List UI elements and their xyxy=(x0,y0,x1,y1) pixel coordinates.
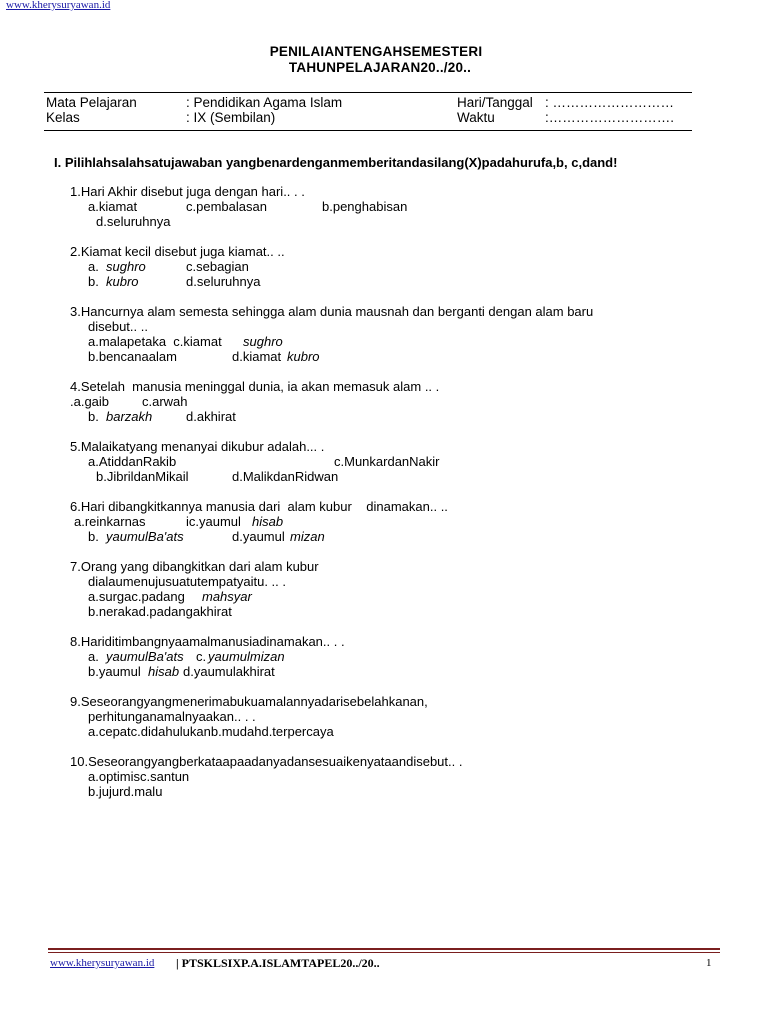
answer-option-text: mahsyar xyxy=(202,589,252,604)
answer-option-text: dialaumenujusuatutempatyaitu. .. . xyxy=(88,574,287,589)
answer-option-text: kubro xyxy=(106,274,139,289)
answer-option-text: b. xyxy=(88,274,103,289)
footer-rule xyxy=(48,948,720,950)
footer-document-code: | PTSKLSIXP.A.ISLAMTAPEL20../20.. xyxy=(176,956,380,970)
answer-option-text: mizan xyxy=(290,529,325,544)
answer-options-line xyxy=(0,604,768,619)
time-value: :………………………. xyxy=(545,110,675,125)
answer-option-text: c.arwah xyxy=(142,394,188,409)
answer-option-text: kubro xyxy=(287,349,320,364)
answer-options-line xyxy=(0,334,768,349)
question-text-segment: 8.Hariditimbangnyaamalmanusiadinamakan.. . . xyxy=(70,634,345,649)
question-text xyxy=(0,499,768,514)
answer-options-line xyxy=(0,274,768,289)
answer-option-text: b.yaumul xyxy=(88,664,141,679)
answer-option-text: d.MalikdanRidwan xyxy=(232,469,339,484)
answer-option-text: b. xyxy=(88,529,103,544)
answer-option-text: perhitunganamalnyaakan.. . . xyxy=(88,709,256,724)
answer-options-line xyxy=(0,319,768,334)
answer-option-text: hisab xyxy=(148,664,180,679)
answer-option-text: yaumulmizan xyxy=(208,649,285,664)
header-website-link[interactable]: www.kherysuryawan.id xyxy=(6,0,111,11)
answer-option-text: yaumulBa'ats xyxy=(106,649,184,664)
answer-options-line xyxy=(0,349,768,364)
date-label: Hari/Tanggal xyxy=(457,95,533,110)
answer-option-text: c.MunkardanNakir xyxy=(334,454,440,469)
exam-title: PENILAIANTENGAHSEMESTERI xyxy=(269,44,483,59)
class-value: : IX (Sembilan) xyxy=(186,110,276,125)
answer-option-text: d.kiamat xyxy=(232,349,282,364)
answer-option-text: .a.gaib xyxy=(70,394,110,409)
question-text xyxy=(0,244,768,259)
question-item xyxy=(0,634,768,679)
question-text-segment: 3.Hancurnya alam semesta sehingga alam dunia mausnah dan berganti dengan alam baru xyxy=(70,304,594,319)
answer-options-line xyxy=(0,649,768,664)
answer-options-line xyxy=(0,259,768,274)
answer-options-line xyxy=(0,454,768,469)
answer-option-text: b.jujurd.malu xyxy=(88,784,163,799)
answer-option-text: b. xyxy=(88,409,103,424)
question-text-segment: 1.Hari Akhir disebut juga dengan hari.. . . xyxy=(70,184,305,199)
question-text xyxy=(0,304,768,319)
question-text-segment: 10.Seseorangyangberkataapaadanyadansesuaikenyataandisebut.. . xyxy=(70,754,463,769)
question-text xyxy=(0,754,768,769)
answer-option-text: b.nerakad.padangakhirat xyxy=(88,604,232,619)
question-item xyxy=(0,304,768,364)
answer-option-text: a. xyxy=(88,649,103,664)
answer-option-text: ic.yaumul xyxy=(186,514,241,529)
answer-option-text: a. xyxy=(88,259,103,274)
answer-options-line xyxy=(0,589,768,604)
question-text-segment: 5.Malaikatyang menanyai dikubur adalah... . xyxy=(70,439,325,454)
answer-options-line xyxy=(0,394,768,409)
question-text-segment: 4.Setelah manusia meninggal dunia, ia akan memasuk alam .. . xyxy=(70,379,440,394)
subject-label: Mata Pelajaran xyxy=(46,95,137,110)
time-label: Waktu xyxy=(457,110,495,125)
question-item xyxy=(0,379,768,424)
footer-website-link[interactable]: www.kherysuryawan.id xyxy=(50,957,155,969)
question-list xyxy=(0,184,768,814)
answer-option-text: sughro xyxy=(106,259,146,274)
answer-option-text: a.optimisc.santun xyxy=(88,769,190,784)
answer-option-text: d.yaumulakhirat xyxy=(183,664,275,679)
answer-option-text: a.cepatc.didahulukanb.mudahd.terpercaya xyxy=(88,724,334,739)
answer-option-text: c.sebagian xyxy=(186,259,249,274)
answer-options-line xyxy=(0,724,768,739)
answer-options-line xyxy=(0,664,768,679)
answer-options-line xyxy=(0,214,768,229)
answer-option-text: a.surgac.padang xyxy=(88,589,185,604)
question-item xyxy=(0,439,768,484)
question-text xyxy=(0,694,768,709)
subject-value: : Pendidikan Agama Islam xyxy=(186,95,343,110)
question-text-segment: 6.Hari dibangkitkannya manusia dari alam kubur dinamakan.. .. xyxy=(70,499,448,514)
answer-option-text: d.akhirat xyxy=(186,409,236,424)
answer-options-line xyxy=(0,529,768,544)
answer-option-text: d.seluruhnya xyxy=(96,214,171,229)
question-text xyxy=(0,379,768,394)
answer-option-text: a.reinkarnas xyxy=(74,514,146,529)
question-item xyxy=(0,499,768,544)
date-value: : ……………………… xyxy=(545,95,675,110)
answer-option-text: a.AtiddanRakib xyxy=(88,454,177,469)
answer-option-text: barzakh xyxy=(106,409,153,424)
answer-option-text: d.yaumul xyxy=(232,529,285,544)
question-item xyxy=(0,184,768,229)
answer-options-line xyxy=(0,199,768,214)
info-top-rule xyxy=(44,92,692,93)
info-bottom-rule xyxy=(44,130,692,131)
answer-options-line xyxy=(0,784,768,799)
answer-options-line xyxy=(0,469,768,484)
answer-options-line xyxy=(0,709,768,724)
question-text xyxy=(0,439,768,454)
answer-option-text: b.JibrildanMikail xyxy=(96,469,189,484)
question-text-segment: 7.Orang yang dibangkitkan dari alam kubur xyxy=(70,559,319,574)
answer-option-text: sughro xyxy=(243,334,283,349)
page-number: 1 xyxy=(706,957,712,969)
answer-options-line xyxy=(0,514,768,529)
section-instruction: I. Pilihlahsalahsatujawaban yangbenardenganmemberitandasilang(X)padahurufa,b, c,dand! xyxy=(54,155,618,170)
class-label: Kelas xyxy=(46,110,80,125)
question-item xyxy=(0,559,768,619)
answer-option-text: b.bencanaalam xyxy=(88,349,177,364)
answer-option-text: hisab xyxy=(252,514,284,529)
answer-option-text: c. xyxy=(196,649,207,664)
footer-rule-thin xyxy=(48,952,720,953)
question-text xyxy=(0,634,768,649)
answer-options-line xyxy=(0,409,768,424)
answer-option-text: a.kiamat xyxy=(88,199,138,214)
question-item xyxy=(0,754,768,799)
answer-options-line xyxy=(0,574,768,589)
answer-option-text: d.seluruhnya xyxy=(186,274,261,289)
exam-subtitle: TAHUNPELAJARAN20../20.. xyxy=(288,60,472,75)
answer-option-text: disebut.. .. xyxy=(88,319,148,334)
question-text xyxy=(0,559,768,574)
answer-option-text: b.penghabisan xyxy=(322,199,408,214)
answer-option-text: a.malapetaka c.kiamat xyxy=(88,334,222,349)
answer-option-text: c.pembalasan xyxy=(186,199,267,214)
question-text xyxy=(0,184,768,199)
question-item xyxy=(0,694,768,739)
answer-option-text: yaumulBa'ats xyxy=(106,529,184,544)
answer-options-line xyxy=(0,769,768,784)
question-item xyxy=(0,244,768,289)
question-text-segment: 9.Seseorangyangmenerimabukuamalannyadarisebelahkanan, xyxy=(70,694,428,709)
question-text-segment: 2.Kiamat kecil disebut juga kiamat.. .. xyxy=(70,244,285,259)
